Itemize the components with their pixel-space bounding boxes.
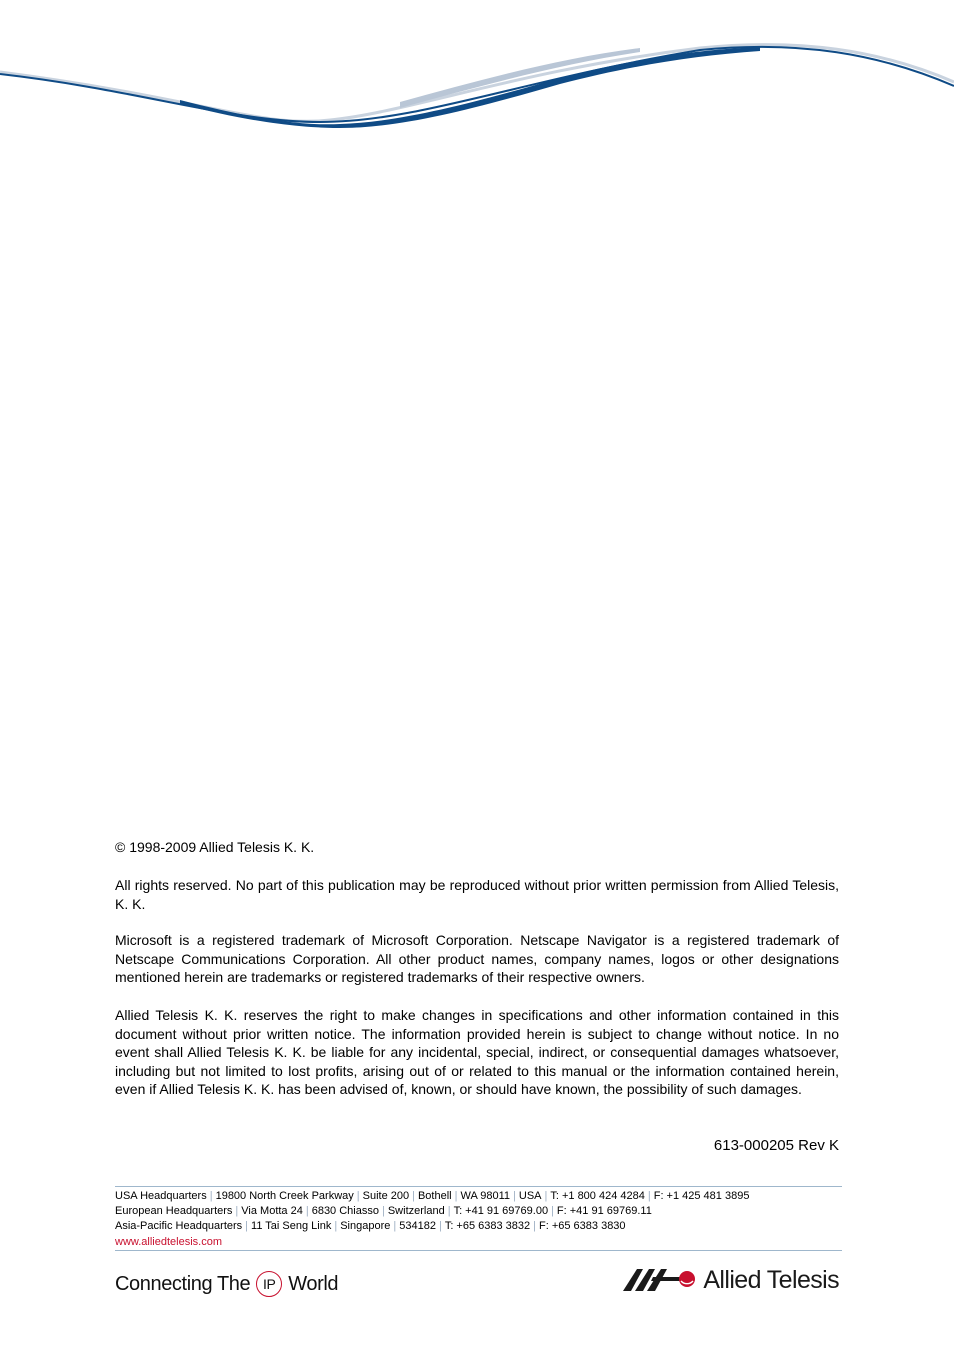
tagline [115,1268,338,1300]
disclaimer-paragraph [115,1006,839,1099]
address-line-asia-pacific: Asia-Pacific Headquarters | 11 Tai Seng Link | Singapore | 534182 | T: +65 6383 3832 | F: +65 6383 3830 [115,1220,626,1233]
copyright-notice [115,838,839,857]
ip-badge-icon: IP [256,1271,282,1297]
tagline-text-end: World [288,1272,339,1295]
address-line-europe: European Headquarters | Via Motta 24 | 6830 Chiasso | Switzerland | T: +41 91 69769.00 | F: +41 91 69769.11 [115,1205,652,1218]
document-revision: 613-000205 Rev K [713,1137,839,1154]
copyright-text: © 1998-2009 Allied Telesis K. K. [115,839,315,855]
address-line-usa: USA Headquarters | 19800 North Creek Parkway | Suite 200 | Bothell | WA 98011 | USA | T: +1 800 424 4284 | F: +1 425 481 3895 [115,1190,750,1202]
allied-telesis-logo [623,1264,839,1296]
footer-divider-bottom [115,1250,842,1251]
tagline-text-start: Connecting The [115,1272,251,1295]
rights-paragraph [115,876,839,913]
website-link[interactable]: www.alliedtelesis.com [115,1235,222,1248]
allied-telesis-logo-mark-icon [623,1269,697,1291]
rights-text: All rights reserved. No part of this publication may be reproduced without prior written permission from Allied Telesis, K. K. [115,877,839,912]
trademarks-paragraph [115,931,839,987]
header-wave-graphic [0,30,954,140]
headquarters-addresses [115,1189,842,1250]
trademarks-text: Microsoft is a registered trademark of Microsoft Corporation. Netscape Navigator is a registered trademark of Netscape Communications Corporation. All other product names, company names, logos or other designations mentioned herein are trademarks or registered trademarks of their respective owners. [115,932,839,986]
disclaimer-text: Allied Telesis K. K. reserves the right to make changes in specifications and other information contained in this document without prior written notice. The information provided herein is subject to change without notice. In no event shall Allied Telesis K. K. be liable for any incidental, special, indirect, or consequential damages whatsoever, including but not limited to lost profits, arising out of or related to this manual or the information contained herein, even if Allied Telesis K. K. has been advised of, known, or should have known, the possibility of such damages. [115,1007,839,1098]
footer-divider-top [115,1186,842,1187]
brand-name: Allied Telesis [703,1265,839,1294]
